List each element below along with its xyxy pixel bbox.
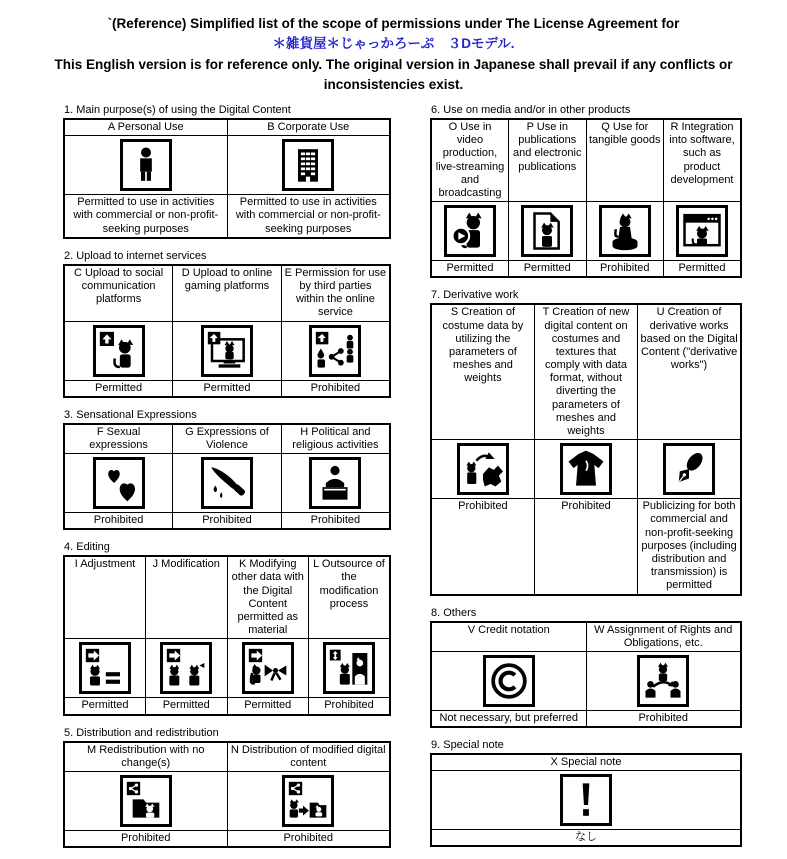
icon-cell (64, 454, 173, 513)
icon-cell (64, 321, 173, 380)
knife-icon (201, 457, 253, 509)
header-cell: S Creation of costume data by utilizing the parameters of meshes and weights (431, 304, 534, 439)
icon-cell (638, 440, 741, 499)
section-distribution (63, 727, 391, 849)
section-upload-internet (63, 250, 391, 398)
icon-cell (227, 136, 390, 195)
icon-cell (431, 651, 586, 710)
figurine-cat-icon (599, 205, 651, 257)
result-cell: Prohibited (281, 513, 390, 530)
publication-page-cat-icon (521, 205, 573, 257)
rights-transfer-icon (637, 655, 689, 707)
icon-cell (281, 454, 390, 513)
result-cell: Publicizing for both commercial and non-profit-seeking purposes (including distribution and transmission) is permitted (638, 499, 741, 595)
permissions-table (63, 118, 391, 239)
result-cell: Prohibited (586, 710, 741, 727)
result-cell: Prohibited (534, 499, 637, 595)
header-cell: I Adjustment (64, 556, 146, 639)
section-main-purpose (63, 104, 391, 239)
icon-cell (146, 639, 228, 698)
building-icon (282, 139, 334, 191)
costume-shirt-icon (560, 443, 612, 495)
section-heading: 4. Editing (64, 541, 110, 554)
header-cell: C Upload to social communication platforms (64, 265, 173, 321)
icon-cell (586, 202, 664, 261)
header-cell: D Upload to online gaming platforms (173, 265, 282, 321)
upload-gaming-cat-icon (201, 325, 253, 377)
header-cell: M Redistribution with no change(s) (64, 742, 227, 772)
header-cell: B Corporate Use (227, 119, 390, 136)
section-others (430, 607, 742, 729)
result-cell: Not necessary, but preferred (431, 710, 586, 727)
third-party-share-icon (309, 325, 361, 377)
icon-cell (431, 202, 509, 261)
section-heading: 5. Distribution and redistribution (64, 726, 219, 739)
exclamation-icon (560, 774, 612, 826)
icon-cell (64, 771, 227, 830)
share-modified-folder-icon (282, 775, 334, 827)
result-cell: Prohibited (64, 513, 173, 530)
document-title (0, 14, 787, 95)
section-heading: 6. Use on media and/or in other products (431, 104, 631, 116)
result-cell: Permitted to use in activities with commercial or non-profit-seeking purposes (227, 195, 390, 238)
result-cell: なし (431, 830, 741, 847)
header-cell: J Modification (146, 556, 228, 639)
section-heading: 8. Others (431, 606, 477, 619)
result-cell: Prohibited (281, 380, 390, 397)
section-heading: 2. Upload to internet services (64, 249, 207, 262)
header-cell: U Creation of derivative works based on the Digital Content ("derivative works") (638, 304, 741, 439)
header-cell: E Permission for use by third parties within the online service (281, 265, 390, 321)
title-line-1: `(Reference) Simplified list of the scope of permissions under The License Agreement for (107, 16, 680, 31)
result-cell: Prohibited (64, 830, 227, 847)
left-column (63, 104, 391, 859)
permissions-table (430, 753, 742, 847)
result-cell: Permitted (64, 380, 173, 397)
adjustment-cat-icon (79, 642, 131, 694)
permissions-table (63, 741, 391, 849)
icon-cell (431, 440, 534, 499)
header-cell: G Expressions of Violence (173, 424, 282, 454)
permissions-table (63, 264, 391, 398)
icon-cell (64, 639, 146, 698)
podium-speech-icon (309, 457, 361, 509)
copyright-icon (483, 655, 535, 707)
title-line-2-japanese: ＊雑貨屋＊じゃっかろーぷ ３Dモデル. (272, 36, 515, 52)
header-cell: R Integration into software, such as product development (664, 119, 742, 202)
header-cell: T Creation of new digital content on costumes and textures that comply with data format, without diverting the parameters of meshes and weights (534, 304, 637, 439)
header-cell: X Special note (431, 754, 741, 771)
result-cell: Prohibited (586, 261, 664, 278)
section-heading: 9. Special note (431, 739, 504, 752)
result-cell: Permitted (509, 261, 587, 278)
right-column (430, 104, 742, 858)
header-cell: F Sexual expressions (64, 424, 173, 454)
result-cell: Permitted (664, 261, 742, 278)
permissions-table (430, 621, 742, 729)
header-cell: L Outsource of the modification process (309, 556, 391, 639)
upload-social-cat-icon (93, 325, 145, 377)
costume-data-cat-icon (457, 443, 509, 495)
software-window-cat-icon (676, 205, 728, 257)
icon-cell (173, 321, 282, 380)
section-heading: 3. Sensational Expressions (64, 408, 197, 421)
share-folder-cat-icon (120, 775, 172, 827)
section-heading: 7. Derivative work (431, 289, 519, 302)
outsource-door-icon (323, 642, 375, 694)
person-icon (120, 139, 172, 191)
header-cell: O Use in video production, live-streaming and broadcasting (431, 119, 509, 202)
result-cell: Permitted to use in activities with commercial or non-profit-seeking purposes (64, 195, 227, 238)
result-cell: Prohibited (227, 830, 390, 847)
hearts-icon (93, 457, 145, 509)
permissions-table (63, 423, 391, 531)
result-cell: Permitted (173, 380, 282, 397)
result-cell: Prohibited (309, 698, 391, 715)
header-cell: V Credit notation (431, 622, 586, 652)
section-editing (63, 541, 391, 715)
icon-cell (664, 202, 742, 261)
permissions-table (430, 118, 742, 278)
section-derivative-work (430, 289, 742, 595)
icon-cell (509, 202, 587, 261)
permissions-table (63, 555, 391, 715)
header-cell: P Use in publications and electronic publications (509, 119, 587, 202)
icon-cell (309, 639, 391, 698)
icon-cell (227, 771, 390, 830)
video-play-cat-icon (444, 205, 496, 257)
header-cell: Q Use for tangible goods (586, 119, 664, 202)
section-sensational (63, 409, 391, 531)
icon-cell (64, 136, 227, 195)
icon-cell (281, 321, 390, 380)
result-cell: Permitted (227, 698, 309, 715)
result-cell: Prohibited (173, 513, 282, 530)
header-cell: W Assignment of Rights and Obligations, etc. (586, 622, 741, 652)
section-media-products (430, 104, 742, 278)
section-heading: 1. Main purpose(s) of using the Digital Content (64, 104, 291, 116)
permissions-table (430, 303, 742, 595)
icon-cell (227, 639, 309, 698)
header-cell: N Distribution of modified digital content (227, 742, 390, 772)
header-cell: K Modifying other data with the Digital Content permitted as material (227, 556, 309, 639)
result-cell: Prohibited (431, 499, 534, 595)
icon-cell (586, 651, 741, 710)
section-special-note (430, 739, 742, 847)
header-cell: A Personal Use (64, 119, 227, 136)
pen-nib-icon (663, 443, 715, 495)
icon-cell (534, 440, 637, 499)
icon-cell (431, 771, 741, 830)
result-cell: Permitted (431, 261, 509, 278)
title-line-3: This English version is for reference only. The original version in Japanese shall prevail if any conflicts or inconsistencies exist. (54, 56, 733, 92)
header-cell: H Political and religious activities (281, 424, 390, 454)
modification-cats-icon (160, 642, 212, 694)
material-bow-icon (242, 642, 294, 694)
result-cell: Permitted (146, 698, 228, 715)
icon-cell (173, 454, 282, 513)
result-cell: Permitted (64, 698, 146, 715)
